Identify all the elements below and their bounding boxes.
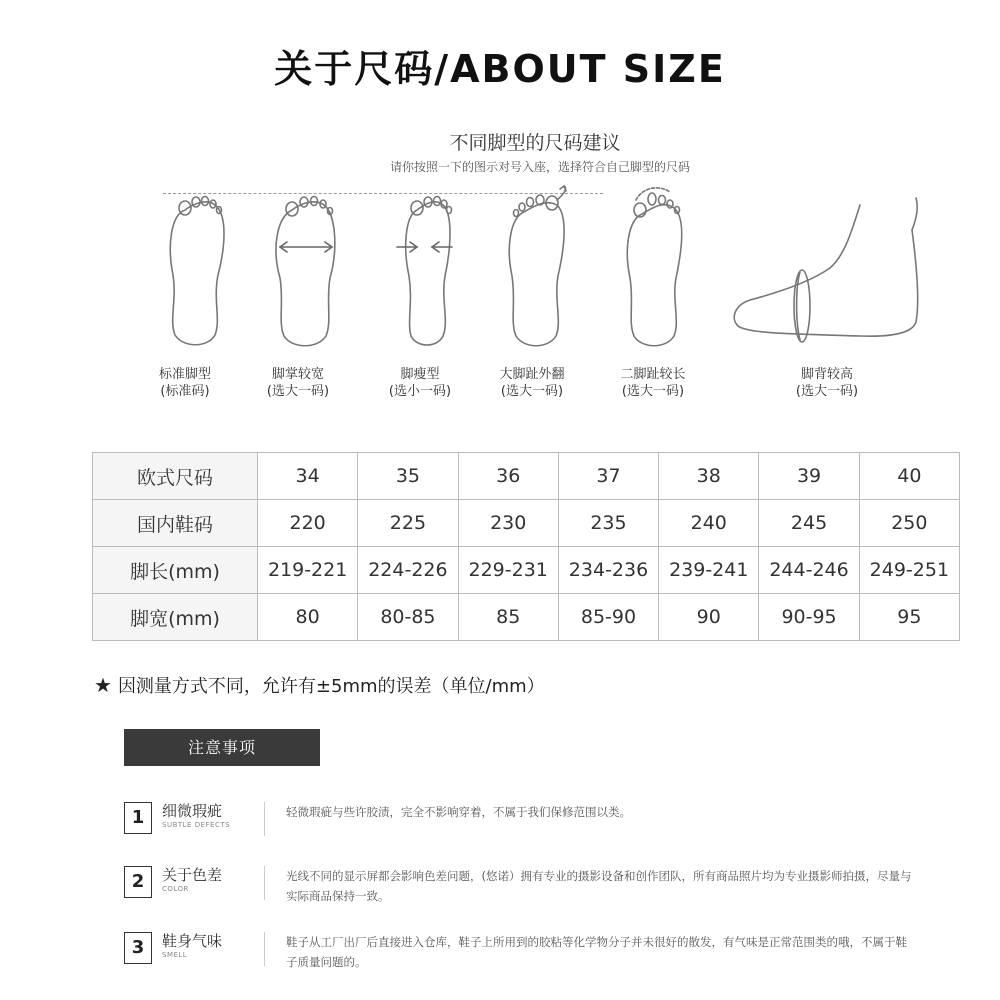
row-header: 国内鞋码 [93,500,258,547]
item-title: 细微瑕疵 [162,802,223,820]
table-cell: 229-231 [458,547,558,594]
item-title: 关于色差 [162,866,223,884]
item-description: 轻微瑕疵与些许胶渍，完全不影响穿着，不属于我们保修范围以类。 [286,805,631,819]
table-cell: 235 [558,500,658,547]
table-cell: 250 [859,500,959,547]
width-arrow-icon [280,242,332,252]
table-cell: 38 [659,453,759,500]
table-row [93,594,960,641]
divider [264,802,265,836]
notice-header: 注意事项 [124,729,320,766]
wide-foot-icon [276,197,335,346]
standard-foot-icon [170,197,224,345]
foot-type-label: 标准脚型 (标准码) [158,367,211,399]
table-cell: 220 [258,500,358,547]
table-cell: 90 [659,594,759,641]
foot-type-label: 脚瘦型 (选小一码) [388,367,452,399]
foot-type-label: 脚背较高 (选大一码) [795,367,859,399]
item-subtitle: SMELL [162,951,188,959]
table-row [93,453,960,500]
table-row [93,547,960,594]
foot-type-label: 脚掌较宽 (选大一码) [266,367,330,399]
table-cell: 239-241 [659,547,759,594]
item-subtitle: SUBTLE DEFECTS [162,821,231,829]
table-cell: 90-95 [759,594,859,641]
thin-foot-icon [406,197,452,346]
table-cell: 225 [358,500,458,547]
row-header: 欧式尺码 [93,453,258,500]
item-title: 鞋身气味 [162,932,223,950]
item-number: 2 [124,866,152,898]
table-cell: 249-251 [859,547,959,594]
star-icon: ★ [94,673,112,697]
item-number: 3 [124,932,152,964]
item-subtitle: COLOR [162,885,189,893]
foot-type-label: 大脚趾外翻 (选大一码) [499,367,565,399]
table-cell: 245 [759,500,859,547]
long-second-toe-icon [627,188,681,346]
table-cell: 95 [859,594,959,641]
table-cell: 40 [859,453,959,500]
table-cell: 85 [458,594,558,641]
table-cell: 240 [659,500,759,547]
measurement-note [94,672,545,698]
divider [264,932,265,966]
table-cell: 230 [458,500,558,547]
divider [264,866,265,900]
foot-illustrations [0,180,1000,360]
table-cell: 219-221 [258,547,358,594]
table-cell: 80 [258,594,358,641]
table-cell: 80-85 [358,594,458,641]
table-cell: 35 [358,453,458,500]
row-header: 脚宽(mm) [93,594,258,641]
bunion-foot-icon [509,186,566,346]
table-cell: 224-226 [358,547,458,594]
table-cell: 39 [759,453,859,500]
instruction-text: 请你按照一下的图示对号入座，选择符合自己脚型的尺码 [389,160,690,174]
table-cell: 34 [258,453,358,500]
section-subtitle: 不同脚型的尺码建议 [449,132,621,154]
table-row [93,500,960,547]
page-title: 关于尺码/ABOUT SIZE [274,47,726,91]
row-header: 脚长(mm) [93,547,258,594]
table-cell: 244-246 [759,547,859,594]
item-number: 1 [124,802,152,834]
table-cell: 36 [458,453,558,500]
note-text: 因测量方式不同，允许有±5mm的误差（单位/mm） [117,676,545,697]
size-chart-table [92,452,960,641]
table-cell: 37 [558,453,658,500]
high-instep-icon [734,198,917,342]
item-description: 鞋子从工厂出厂后直接进入仓库，鞋子上所用到的胶粘等化学物分子并未很好的散发，有气味是正常范围类的哦，不属于鞋子质量问题的。 [286,935,907,969]
foot-type-label: 二脚趾较长 (选大一码) [620,367,686,399]
item-description: 光线不同的显示屏都会影响色差问题，(悠诺）拥有专业的摄影设备和创作团队，所有商品照片均为专业摄影师拍摄，尽量与实际商品保持一致。 [286,869,912,903]
table-cell: 234-236 [558,547,658,594]
table-cell: 85-90 [558,594,658,641]
